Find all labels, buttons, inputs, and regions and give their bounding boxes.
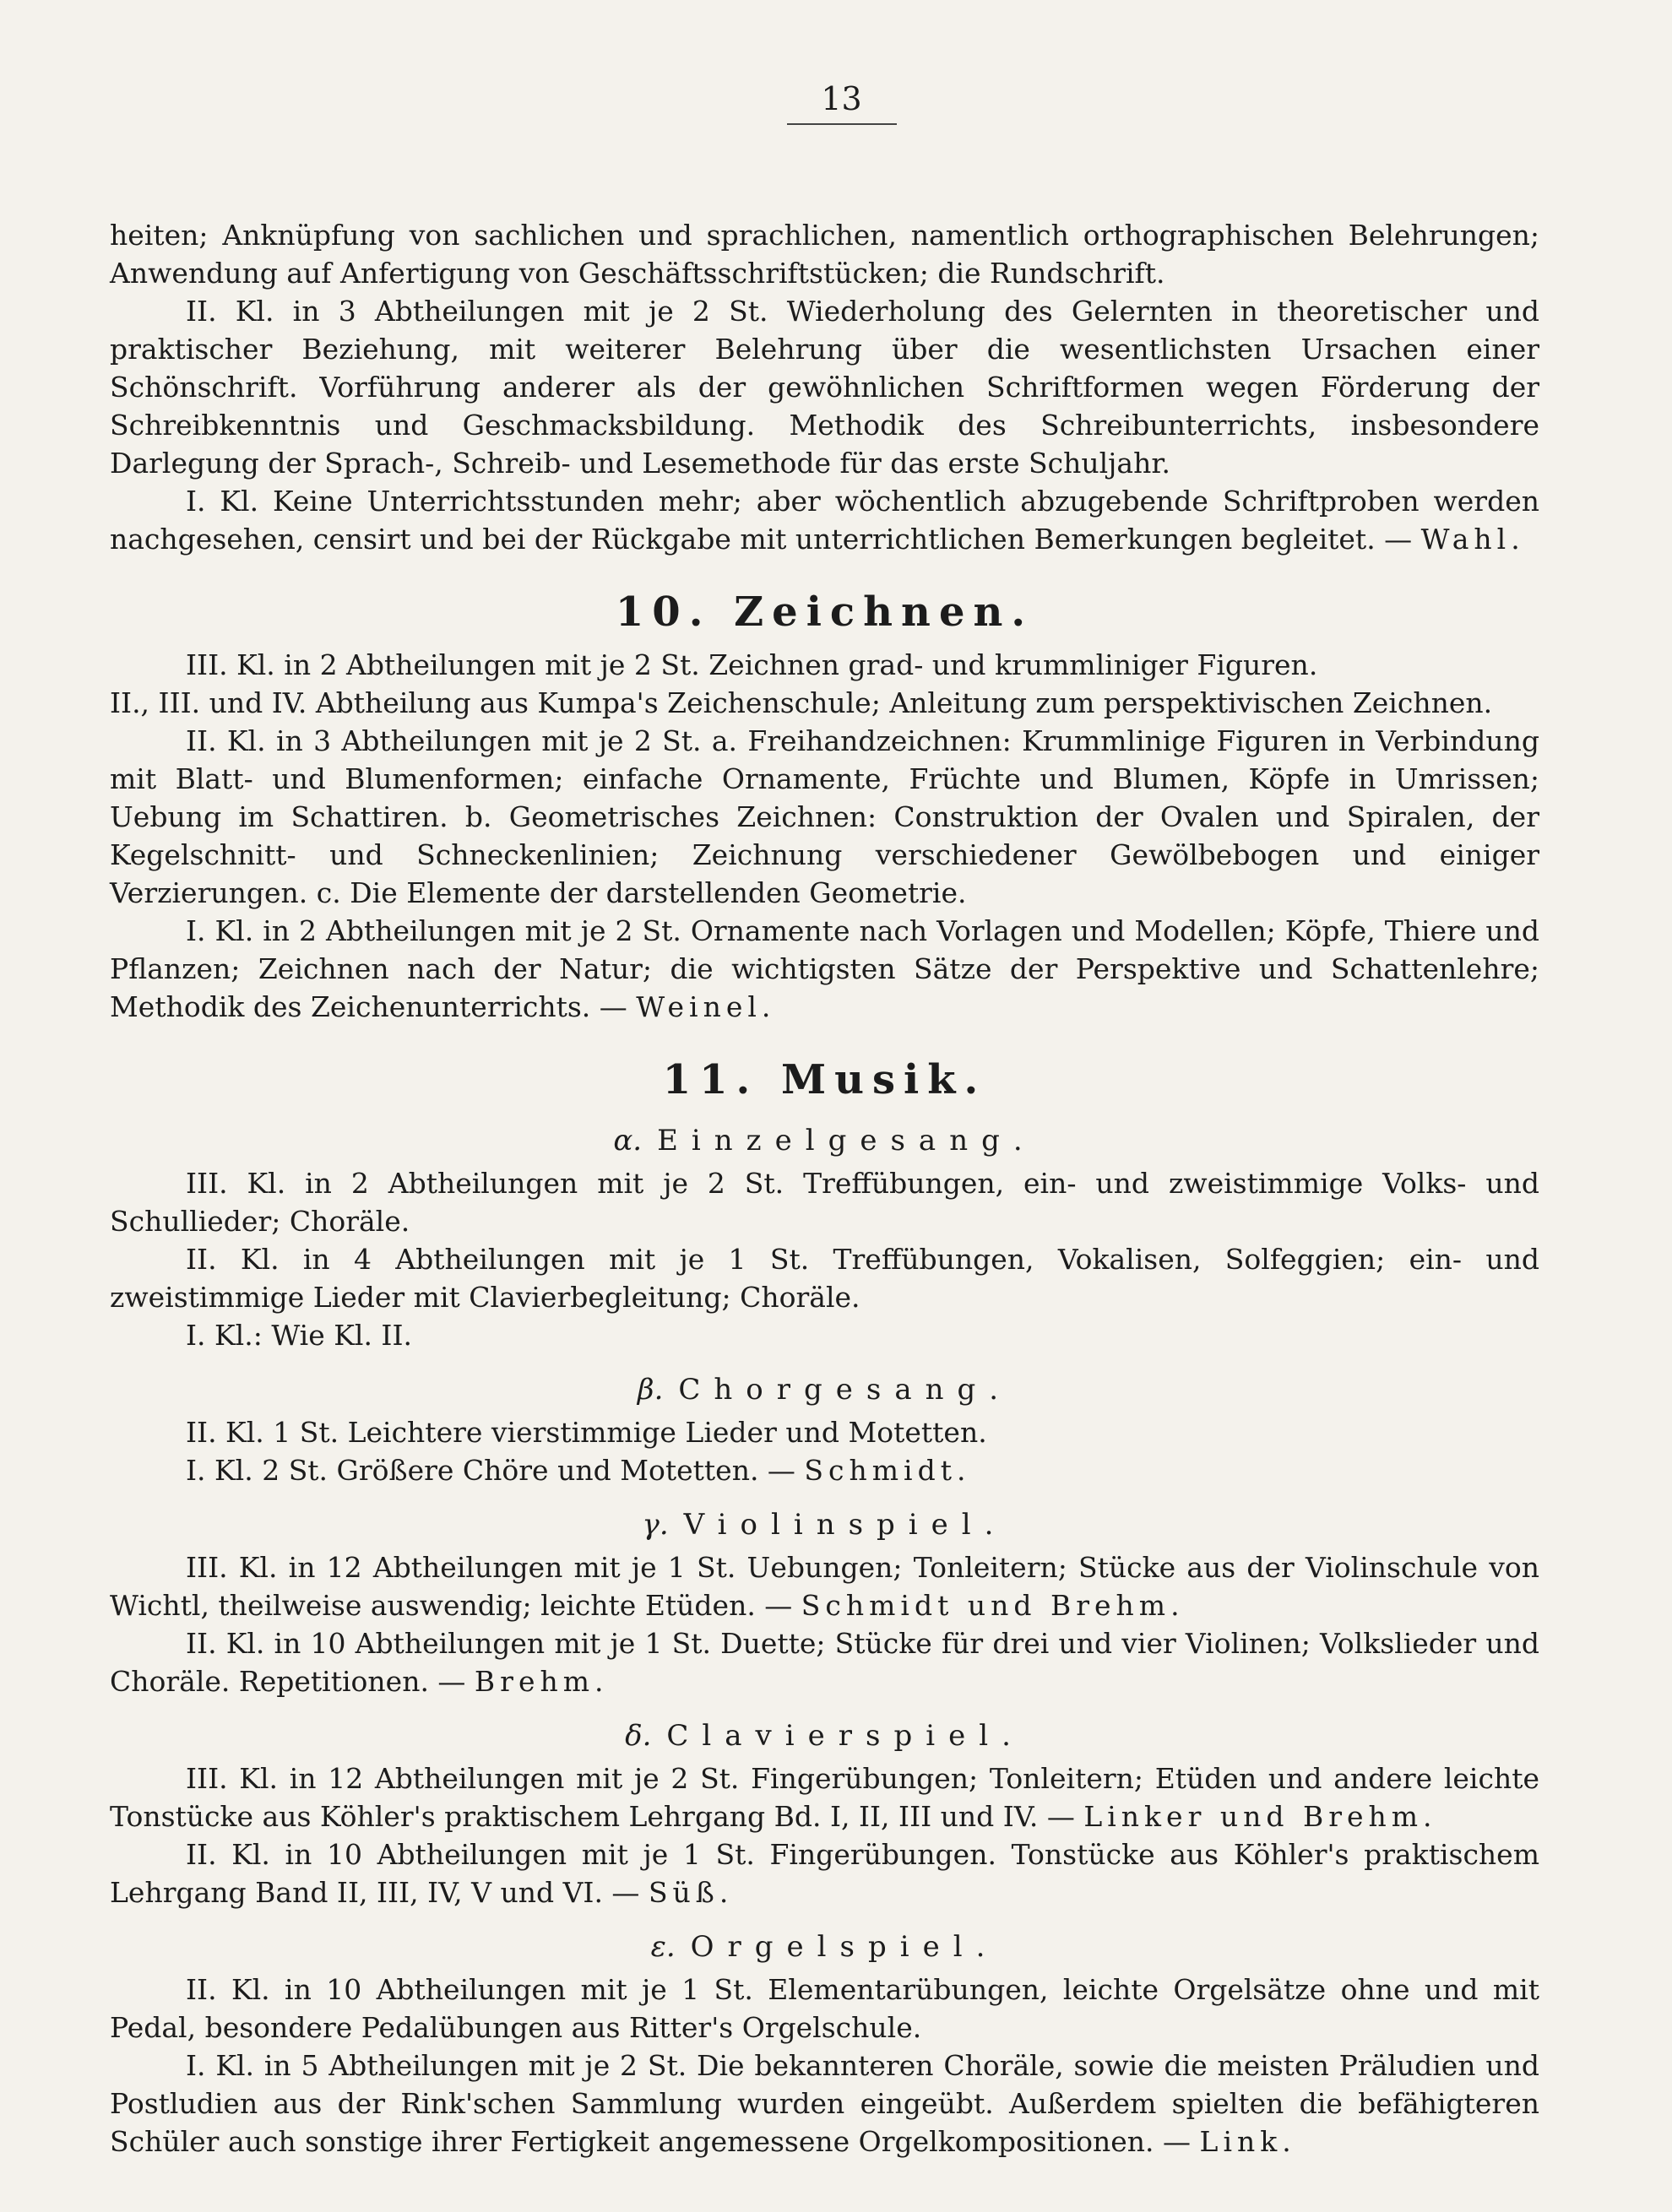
violinspiel-paragraph-2 xyxy=(110,1624,1539,1700)
orgelspiel-paragraph-2-text: I. Kl. in 5 Abtheilungen mit je 2 St. Die bekannteren Choräle, sowie die meisten Präludien und Postludien aus der Rink'schen Sammlung wurden eingeübt. Außerdem spielten die befähigteren Schüler auch sonstige ihrer Fertigkeit angemessene Orgelkompositionen. — xyxy=(110,2049,1539,2158)
subsection-heading-chorgesang xyxy=(110,1369,1539,1410)
zeichnen-paragraph-4-text: I. Kl. in 2 Abtheilungen mit je 2 St. Ornamente nach Vorlagen und Modellen; Köpfe, Thiere und Pflanzen; Zeichnen nach der Natur; die wichtigsten Sätze der Perspektive und Schattenlehre; Methodik des Zeichenunterrichts. — xyxy=(110,914,1539,1023)
subsection-heading-clavierspiel xyxy=(110,1716,1539,1756)
clavierspiel-paragraph-2-text: II. Kl. in 10 Abtheilungen mit je 1 St. Fingerübungen. Tonstücke aus Köhler's praktischem Lehrgang Band II, III, IV, V und VI. — xyxy=(110,1838,1539,1909)
intro-paragraph-3 xyxy=(110,482,1539,558)
chorgesang-paragraph-2 xyxy=(110,1451,1539,1489)
clavierspiel-paragraph-1-text: III. Kl. in 12 Abtheilungen mit je 2 St. Fingerübungen; Tonleitern; Etüden und andere leichte Tonstücke aus Köhler's praktischem Lehrgang Bd. I, II, III und IV. — xyxy=(110,1762,1539,1833)
teacher-name: Linker und Brehm. xyxy=(1083,1800,1437,1833)
zeichnen-paragraph-2: II., III. und IV. Abtheilung aus Kumpa's Zeichenschule; Anleitung zum perspektivischen Zeichnen. xyxy=(110,686,1493,719)
subsection-marker: ε. xyxy=(650,1930,676,1964)
subsection-heading-orgelspiel xyxy=(110,1927,1539,1967)
violinspiel-paragraph-2-text: II. Kl. in 10 Abtheilungen mit je 1 St. Duette; Stücke für drei und vier Violinen; Volkslieder und Choräle. Repetitionen. — xyxy=(110,1627,1539,1698)
zeichnen-paragraph-4 xyxy=(110,912,1539,1026)
einzelgesang-paragraph-3: I. Kl.: Wie Kl. II. xyxy=(186,1319,412,1352)
violinspiel-paragraph-1 xyxy=(110,1548,1539,1624)
section-heading-musik: 11. Musik. xyxy=(662,1056,987,1103)
teacher-name: Schmidt und Brehm. xyxy=(801,1589,1185,1622)
subsection-title: Orgelspiel. xyxy=(690,1930,999,1964)
subsection-heading-violinspiel xyxy=(110,1504,1539,1545)
intro-paragraph-3-text: I. Kl. Keine Unterrichtsstunden mehr; aber wöchentlich abzugebende Schriftproben werden nachgesehen, censirt und bei der Rückgabe mit unterrichtlichen Bemerkungen begleitet. — xyxy=(110,485,1539,556)
subsection-title: Clavierspiel. xyxy=(666,1719,1024,1753)
teacher-name: Weinel. xyxy=(636,990,776,1023)
subsection-title: Violinspiel. xyxy=(683,1508,1007,1542)
section-heading-zeichnen: 10. Zeichnen. xyxy=(615,588,1034,636)
subsection-marker: γ. xyxy=(642,1508,669,1542)
subsection-title: Einzelgesang. xyxy=(657,1124,1036,1158)
intro-paragraph-2: II. Kl. in 3 Abtheilungen mit je 2 St. Wiederholung des Gelernten in theoretischer und praktischer Beziehung, mit weiterer Belehrung über die wesentlichsten Ursachen einer Schönschrift. Vorführung anderer als der gewöhnlichen Schriftformen wegen Förderung der Schreibkenntnis und Geschmacksbildung. Methodik des Schreibunterrichts, insbesondere Darlegung der Sprach-, Schreib- und Lesemethode für das erste Schuljahr. xyxy=(110,295,1539,480)
subsection-marker: δ. xyxy=(625,1719,652,1753)
zeichnen-paragraph-1: III. Kl. in 2 Abtheilungen mit je 2 St. Zeichnen grad- und krummliniger Figuren. xyxy=(186,648,1318,681)
chorgesang-paragraph-1: II. Kl. 1 St. Leichtere vierstimmige Lieder und Motetten. xyxy=(186,1416,987,1449)
subsection-marker: β. xyxy=(637,1373,664,1407)
teacher-name: Brehm. xyxy=(474,1665,609,1698)
subsection-heading-einzelgesang xyxy=(110,1120,1539,1161)
teacher-name: Link. xyxy=(1199,2125,1296,2158)
subsection-title: Chorgesang. xyxy=(678,1373,1012,1407)
teacher-name: Wahl. xyxy=(1420,523,1525,556)
teacher-name: Schmidt. xyxy=(804,1454,971,1487)
clavierspiel-paragraph-1 xyxy=(110,1759,1539,1835)
einzelgesang-paragraph-2: II. Kl. in 4 Abtheilungen mit je 1 St. Treffübungen, Vokalisen, Solfeggien; ein- und zweistimmige Lieder mit Clavierbegleitung; Choräle. xyxy=(110,1243,1539,1314)
zeichnen-paragraph-3: II. Kl. in 3 Abtheilungen mit je 2 St. a. Freihandzeichnen: Krummlinige Figuren in Verbindung mit Blatt- und Blumenformen; einfache Ornamente, Früchte und Blumen, Köpfe in Umrissen; Uebung im Schattiren. b. Geometrisches Zeichnen: Construktion der Ovalen und Spiralen, der Kegelschnitt- und Schneckenlinien; Zeichnung verschiedener Gewölbebogen und einiger Verzierungen. c. Die Elemente der darstellenden Geometrie. xyxy=(110,724,1539,909)
einzelgesang-paragraph-1: III. Kl. in 2 Abtheilungen mit je 2 St. Treffübungen, ein- und zweistimmige Volks- und Schullieder; Choräle. xyxy=(110,1167,1539,1238)
orgelspiel-paragraph-2 xyxy=(110,2047,1539,2160)
subsection-marker: α. xyxy=(613,1124,643,1158)
orgelspiel-paragraph-1: II. Kl. in 10 Abtheilungen mit je 1 St. Elementarübungen, leichte Orgelsätze ohne und mit Pedal, besondere Pedalübungen aus Ritter's Orgelschule. xyxy=(110,1973,1539,2044)
violinspiel-paragraph-1-text: III. Kl. in 12 Abtheilungen mit je 1 St. Uebungen; Tonleitern; Stücke aus der Violinschule von Wichtl, theilweise auswendig; leichte Etüden. — xyxy=(110,1551,1539,1622)
chorgesang-paragraph-2-text: I. Kl. 2 St. Größere Chöre und Motetten. — xyxy=(186,1454,805,1487)
intro-paragraph-1: heiten; Anknüpfung von sachlichen und sprachlichen, namentlich orthographischen Belehrungen; Anwendung auf Anfertigung von Geschäftsschriftstücken; die Rundschrift. xyxy=(110,219,1539,290)
teacher-name: Süß. xyxy=(648,1876,734,1909)
page-number: 13 xyxy=(787,78,897,125)
clavierspiel-paragraph-2 xyxy=(110,1835,1539,1911)
